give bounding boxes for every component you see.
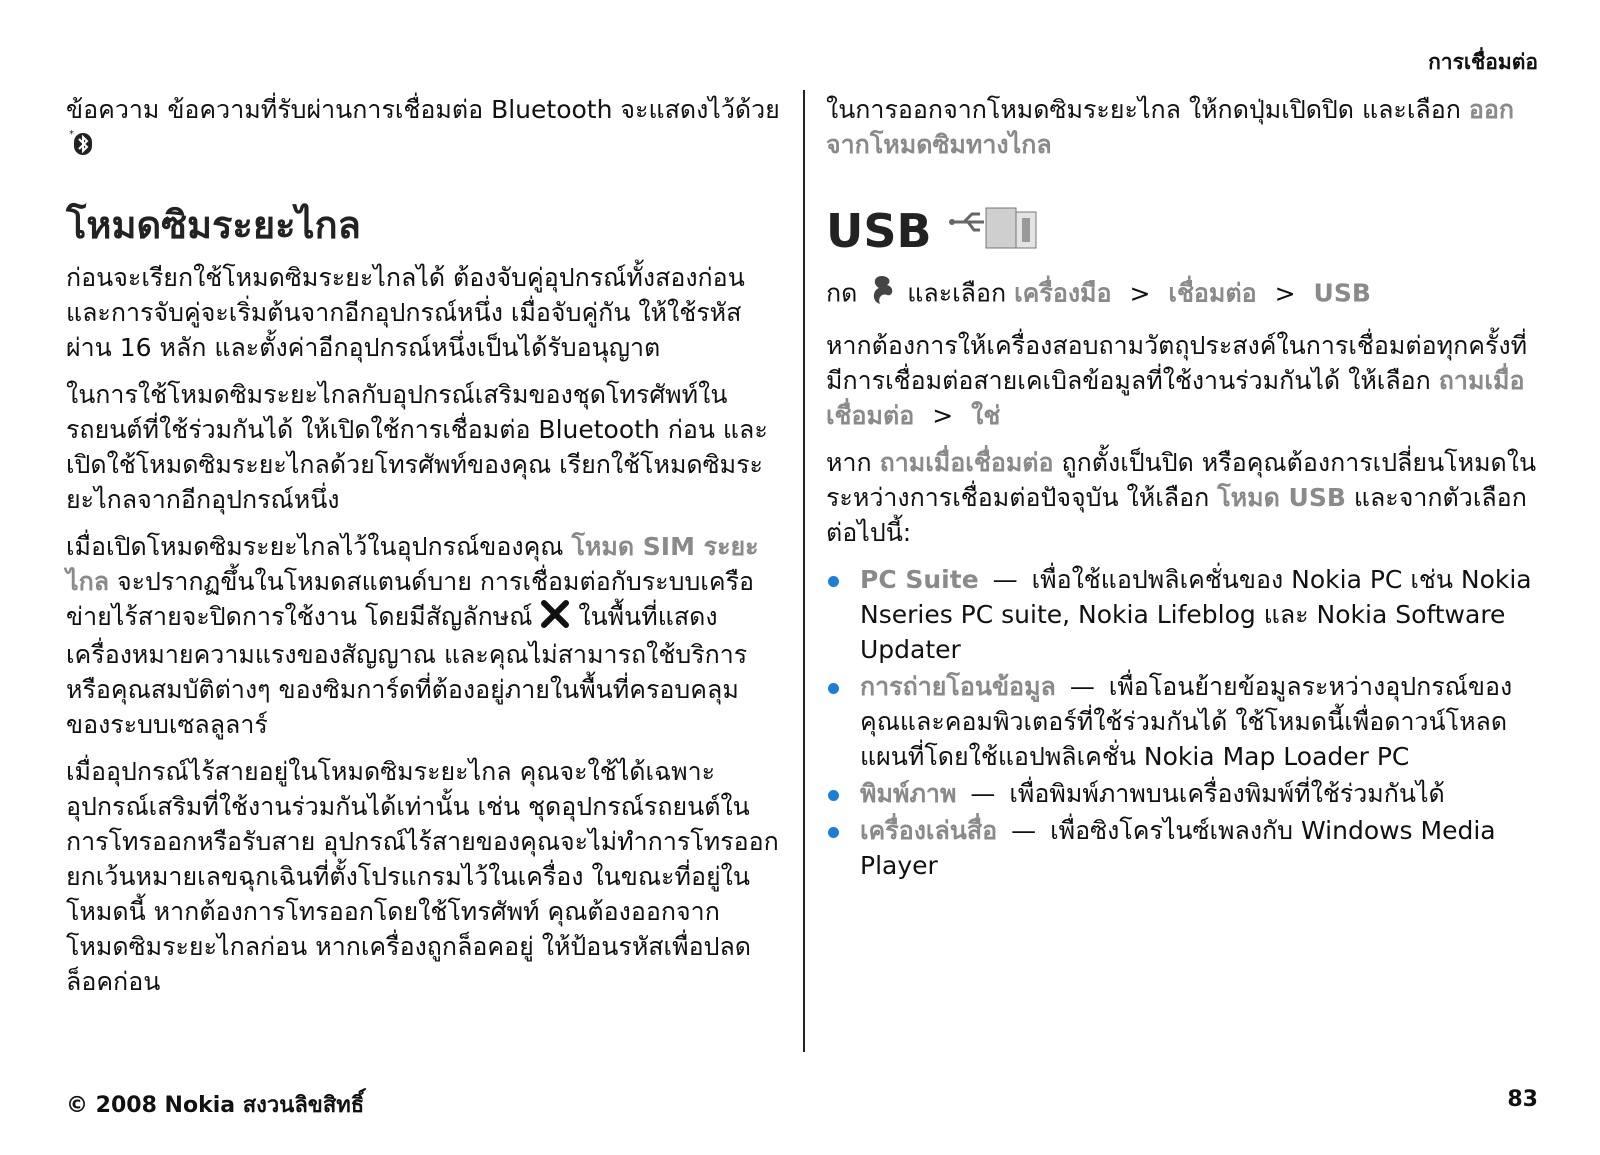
- dash: —: [1011, 816, 1037, 845]
- left-column: [66, 92, 781, 1011]
- no-network-icon: [540, 600, 570, 637]
- separator: >: [1274, 278, 1296, 308]
- paragraph-ask-on-connect: [826, 328, 1541, 433]
- text: ในพื้นที่แสดงเครื่องหมายความแรงของสัญญาณ และคุณไม่สามารถใช้บริการหรือคุณสมบัติต่างๆ ของซิมการ์ดที่ต้องอยู่ภายในพื้นที่ครอบคลุมของระบบเซลลูลาร์: [66, 602, 748, 739]
- menu-connectivity[interactable]: เชื่อมต่อ: [1168, 278, 1257, 308]
- column-divider: [803, 90, 805, 1052]
- option-description: เพื่อซิงโครไนซ์เพลงกับ Windows Media Player: [860, 816, 1496, 880]
- option-data-transfer[interactable]: การถ่ายโอนข้อมูล: [860, 672, 1056, 701]
- dash: —: [1069, 672, 1095, 701]
- text: เมื่อเปิดโหมดซิมระยะไกลไว้ในอุปกรณ์ของคุณ: [66, 532, 564, 561]
- section-title: การเชื่อมต่อ: [1428, 50, 1538, 74]
- text: และเลือก: [907, 278, 1007, 308]
- list-item: [826, 669, 1541, 774]
- text: ในการออกจากโหมดซิมระยะไกล ให้กดปุ่มเปิดปิด และเลือก: [826, 95, 1461, 124]
- bluetooth-intro: [66, 92, 781, 166]
- paragraph-car-kit: ในการใช้โหมดซิมระยะไกลกับอุปกรณ์เสริมของชุดโทรศัพท์ในรถยนต์ที่ใช้ร่วมกันได้ ให้เปิดใช้การเชื่อมต่อ Bluetooth ก่อน และเปิดใช้โหมดซิมระยะไกลด้วยโทรศัพท์ของคุณ เรียกใช้โหมดซิมระยะไกลจากอีกอุปกรณ์หนึ่ง: [66, 380, 768, 514]
- right-column: [826, 92, 1541, 885]
- list-item: [826, 562, 1541, 667]
- usb-heading-row: [826, 198, 1541, 263]
- bullet-icon: [828, 827, 839, 838]
- menu-tools[interactable]: เครื่องมือ: [1014, 278, 1112, 308]
- usb-mode-list: [826, 562, 1541, 883]
- bluetooth-intro-text: ข้อความ ข้อความที่รับผ่านการเชื่อมต่อ Bluetooth จะแสดงไว้ด้วย: [66, 95, 780, 124]
- text: และจากตัวเลือกต่อไปนี้:: [826, 483, 1527, 547]
- text: กด: [826, 278, 858, 308]
- copyright-notice: © 2008 Nokia สงวนลิขสิทธิ์: [66, 1093, 365, 1118]
- paragraph-restrictions: เมื่ออุปกรณ์ไร้สายอยู่ในโหมดซิมระยะไกล คุณจะใช้ได้เฉพาะอุปกรณ์เสริมที่ใช้งานร่วมกันได้เท่านั้น เช่น ชุดอุปกรณ์รถยนต์ในการโทรออกหรือรับสาย อุปกรณ์ไร้สายของคุณจะไม่ทำการโทรออก ยกเว้นหมายเลขฉุกเฉินที่ตั้งโปรแกรมไว้ในเครื่อง ในขณะที่อยู่ในโหมดนี้ หากต้องการโทรออกโดยใช้โทรศัพท์ คุณต้องออกจากโหมดซิมระยะไกลก่อน หากเครื่องถูกล็อคอยู่ ให้ป้อนรหัสเพื่อปลดล็อคก่อน: [66, 756, 779, 996]
- page-number: 83: [1507, 1087, 1538, 1112]
- bluetooth-message-icon: [66, 127, 96, 166]
- ask-on-connect-option[interactable]: ถามเมื่อเชื่อมต่อ: [879, 448, 1054, 477]
- dash: —: [970, 779, 996, 808]
- option-image-print[interactable]: พิมพ์ภาพ: [860, 779, 957, 808]
- menu-key-icon: [865, 273, 899, 316]
- usb-heading: USB: [826, 203, 932, 258]
- list-item: [826, 776, 1541, 811]
- usb-mode-option[interactable]: โหมด USB: [1217, 483, 1346, 512]
- option-description: เพื่อใช้แอปพลิเคชั่นของ Nokia PC เช่น Nokia Nseries PC suite, Nokia Lifeblog และ Nokia Software Updater: [860, 565, 1532, 664]
- separator: >: [1129, 278, 1151, 308]
- text: หาก: [826, 448, 872, 477]
- paragraph-remote-sim-active: [66, 529, 781, 742]
- yes-option[interactable]: ใช่: [971, 401, 1001, 430]
- bullet-icon: [828, 683, 839, 694]
- bullet-icon: [828, 790, 839, 801]
- paragraph-menu-path: [826, 273, 1541, 316]
- svg-text:*: *: [69, 129, 74, 140]
- paragraph-exit-remote-sim: [826, 92, 1541, 162]
- menu-usb[interactable]: USB: [1313, 278, 1371, 308]
- exit-remote-sim-label: ออกจากโหมดซิมทางไกล: [826, 95, 1514, 159]
- option-description: เพื่อพิมพ์ภาพบนเครื่องพิมพ์ที่ใช้ร่วมกันได้: [1009, 779, 1445, 808]
- text: หากต้องการให้เครื่องสอบถามวัตถุประสงค์ในการเชื่อมต่อทุกครั้งที่มีการเชื่อมต่อสายเคเบิลข้อมูลที่ใช้งานร่วมกันได้ ให้เลือก: [826, 331, 1528, 395]
- remote-sim-heading: โหมดซิมระยะไกล: [66, 203, 361, 247]
- separator: >: [932, 401, 954, 430]
- paragraph-usb-mode: [826, 445, 1541, 550]
- text: จะปรากฏขึ้นในโหมดสแตนด์บาย การเชื่อมต่อกับระบบเครือข่ายไร้สายจะปิดการใช้งาน โดยมีสัญลักษณ์: [66, 567, 755, 631]
- option-pc-suite[interactable]: PC Suite: [860, 565, 979, 594]
- ask-on-connect-option[interactable]: ถามเมื่อเชื่อมต่อ: [826, 366, 1525, 430]
- option-media-player[interactable]: เครื่องเล่นสื่อ: [860, 816, 998, 845]
- paragraph-pairing: ก่อนจะเรียกใช้โหมดซิมระยะไกลได้ ต้องจับคู่อุปกรณ์ทั้งสองก่อนและการจับคู่จะเริ่มต้นจากอีกอุปกรณ์หนึ่ง เมื่อจับคู่กัน ให้ใช้รหัสผ่าน 16 หลัก และตั้งค่าอีกอุปกรณ์หนึ่งเป็นได้รับอนุญาต: [66, 263, 745, 362]
- option-description: เพื่อโอนย้ายข้อมูลระหว่างอุปกรณ์ของคุณและคอมพิวเตอร์ที่ใช้ร่วมกันได้ ใช้โหมดนี้เพื่อดาวน์โหลดแผนที่โดยใช้แอปพลิเคชั่น Nokia Map Loader PC: [860, 672, 1513, 771]
- usb-icon: [946, 198, 1042, 263]
- text: ถูกตั้งเป็นปิด หรือคุณต้องการเปลี่ยนโหมดในระหว่างการเชื่อมต่อปัจจุบัน ให้เลือก: [826, 448, 1537, 512]
- list-item: [826, 813, 1541, 883]
- dash: —: [992, 565, 1018, 594]
- remote-sim-mode-label: โหมด SIM ระยะไกล: [66, 532, 759, 596]
- bullet-icon: [828, 576, 839, 587]
